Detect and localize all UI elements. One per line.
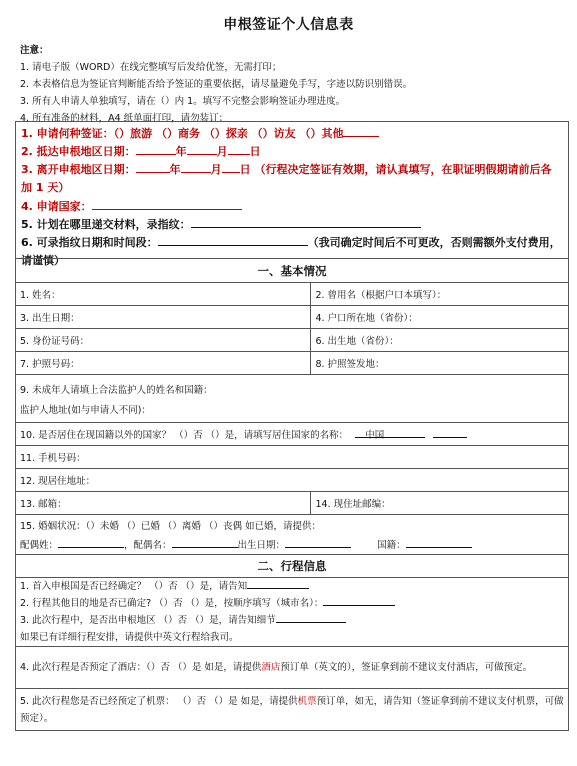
note-item: 2. 本表格信息为签证官判断能否给予签证的重要依据，请尽量避免手写，字迹以防识别错误。: [20, 79, 413, 90]
first-entry-row[interactable]: [20, 578, 564, 595]
leave-schengen-blank[interactable]: [276, 612, 346, 623]
guardian-field[interactable]: [16, 375, 569, 423]
key-info-box: [15, 121, 569, 267]
month-label: 月: [210, 163, 222, 176]
first-entry-label: 1. 首入申根国是否已经确定？ （）否 （）是，请告知: [20, 581, 248, 592]
country-label: 4. 申请国家：: [21, 200, 92, 213]
spouse-surname-label: 配偶姓：: [20, 540, 59, 551]
birth-province-field[interactable]: 6. 出生地（省份）：: [311, 329, 569, 352]
guardian-address-label: 监护人地址(如与申请人不同)：: [20, 404, 151, 416]
spouse-birth-label: 出生日期：: [237, 540, 286, 551]
visa-type-row[interactable]: [21, 125, 379, 141]
note-item: 4. 所有准备的材料，A4 纸单面打印，请勿装订；: [20, 113, 229, 124]
spouse-birth-blank[interactable]: [285, 537, 351, 548]
id-number-field[interactable]: 5. 身份证号码：: [16, 329, 311, 352]
hukou-province-field[interactable]: 4. 户口所在地（省份）：: [311, 306, 569, 329]
departure-date-label: 3. 离开申根地区日期：: [21, 163, 136, 176]
hotel-word: 酒店: [261, 662, 281, 673]
residence-extra-blank[interactable]: [433, 427, 467, 438]
country-blank[interactable]: [92, 199, 242, 210]
other-destinations-row[interactable]: [20, 595, 564, 612]
residence-abroad-field[interactable]: [16, 423, 569, 446]
country-row[interactable]: [21, 198, 242, 214]
day-label: 日: [249, 145, 261, 158]
departure-month-blank[interactable]: [181, 162, 211, 173]
section-heading-trip: 二、行程信息: [16, 555, 569, 578]
phone-field[interactable]: 11. 手机号码：: [16, 446, 569, 469]
spouse-surname-blank[interactable]: [58, 537, 124, 548]
validity-note: 日 （行程决定签证有效期，请认真填写，在职证明假期请前后各加 1 天）: [21, 163, 552, 194]
flight-booking-note: 预订单，如无，请告知（签证拿到前不建议支付机票，可做预定）。: [20, 695, 564, 724]
basic-info-table: [15, 258, 569, 731]
arrival-date-label: 2. 抵达申根地区日期：: [21, 145, 136, 158]
first-entry-blank[interactable]: [247, 578, 309, 589]
spouse-name-label: ，配偶名：: [124, 540, 172, 551]
address-field[interactable]: 12. 现居住地址：: [16, 469, 569, 492]
month-label: 月: [216, 145, 228, 158]
submission-row[interactable]: [21, 216, 421, 232]
submission-blank[interactable]: [191, 217, 421, 228]
departure-date-row[interactable]: [21, 161, 561, 197]
visa-type-label: 1. 申请何种签证：（）旅游 （）商务 （）探亲 （）访友 （）其他: [21, 127, 344, 140]
marital-status-field[interactable]: [16, 515, 569, 555]
flight-booking-label: 5. 此次行程您是否已经预定了机票： （）否 （）是 如是，请提供: [20, 695, 298, 707]
leave-schengen-label: 3. 此次行程中，是否出申根地区 （）否 （）是，请告知细节: [20, 615, 276, 626]
fingerprint-note: （我司确定时间后不可更改，否则需额外支付费用，请谨慎）: [21, 236, 561, 267]
notes-block: [20, 42, 565, 127]
flight-booking-field[interactable]: [16, 689, 569, 731]
spouse-nationality-label: 国籍：: [377, 540, 406, 551]
section-heading-basic: 一、基本情况: [16, 259, 569, 283]
arrival-year-blank[interactable]: [136, 144, 176, 155]
departure-day-blank[interactable]: [222, 162, 240, 173]
flight-word: 机票: [297, 695, 317, 707]
hotel-booking-field[interactable]: [16, 647, 569, 689]
document-title: 申根签证个人信息表: [223, 17, 354, 33]
passport-number-field[interactable]: 7. 护照号码：: [16, 352, 311, 375]
arrival-month-blank[interactable]: [187, 144, 217, 155]
itinerary-note: 如果已有详细行程安排，请提供中英文行程给我司。: [20, 632, 239, 643]
hotel-booking-note: 预订单（英文的），签证拿到前不建议支付酒店，可做预定。: [280, 662, 533, 673]
note-item: 1. 请电子版（WORD）在线完整填写后发给优签，无需打印；: [20, 62, 282, 73]
submission-label: 5. 计划在哪里递交材料，录指纹：: [21, 218, 191, 231]
fingerprint-label: 6. 可录指纹日期和时间段：: [21, 236, 158, 249]
other-blank[interactable]: [343, 126, 379, 137]
marital-status-label: 15. 婚姻状况：（）未婚 （）已婚 （）离婚 （）丧偶 如已婚，请提供：: [20, 521, 321, 532]
year-label: 年: [175, 145, 187, 158]
postcode-field[interactable]: 14. 现住址邮编：: [311, 492, 569, 515]
arrival-day-blank[interactable]: [228, 144, 250, 155]
former-name-field[interactable]: 2. 曾用名（根据户口本填写）：: [311, 283, 569, 306]
year-label: 年: [169, 163, 181, 176]
notes-heading: 注意：: [20, 45, 49, 56]
residence-country-value[interactable]: 中国: [355, 427, 425, 438]
spouse-name-blank[interactable]: [172, 537, 238, 548]
residence-abroad-label: 10. 是否居住在现国籍以外的国家？ （）否 （）是，请填写居住国家的名称：: [20, 430, 349, 441]
birth-date-field[interactable]: 3. 出生日期：: [16, 306, 311, 329]
name-field[interactable]: 1. 姓名：: [16, 283, 311, 306]
passport-issue-place-field[interactable]: 8. 护照签发地：: [311, 352, 569, 375]
other-destinations-label: 2. 行程其他目的地是否已确定? （）否 （）是，按顺序填写（城市名）：: [20, 598, 324, 609]
note-item: 3. 所有人申请人单独填写，请在（）内 1。填写不完整会影响签证办理进度。: [20, 96, 346, 107]
trip-destination-block: [16, 578, 569, 647]
departure-year-blank[interactable]: [136, 162, 170, 173]
other-destinations-blank[interactable]: [323, 595, 395, 606]
guardian-label: 9. 未成年人请填上合法监护人的姓名和国籍：: [20, 384, 213, 396]
spouse-row: [20, 537, 564, 551]
fingerprint-blank[interactable]: [158, 235, 308, 246]
hotel-booking-label: 4. 此次行程是否预定了酒店：（）否 （）是 如是，请提供: [20, 662, 262, 673]
spouse-nationality-blank[interactable]: [406, 537, 472, 548]
leave-schengen-row[interactable]: [20, 612, 564, 629]
arrival-date-row[interactable]: [21, 143, 261, 159]
email-field[interactable]: 13. 邮箱：: [16, 492, 311, 515]
